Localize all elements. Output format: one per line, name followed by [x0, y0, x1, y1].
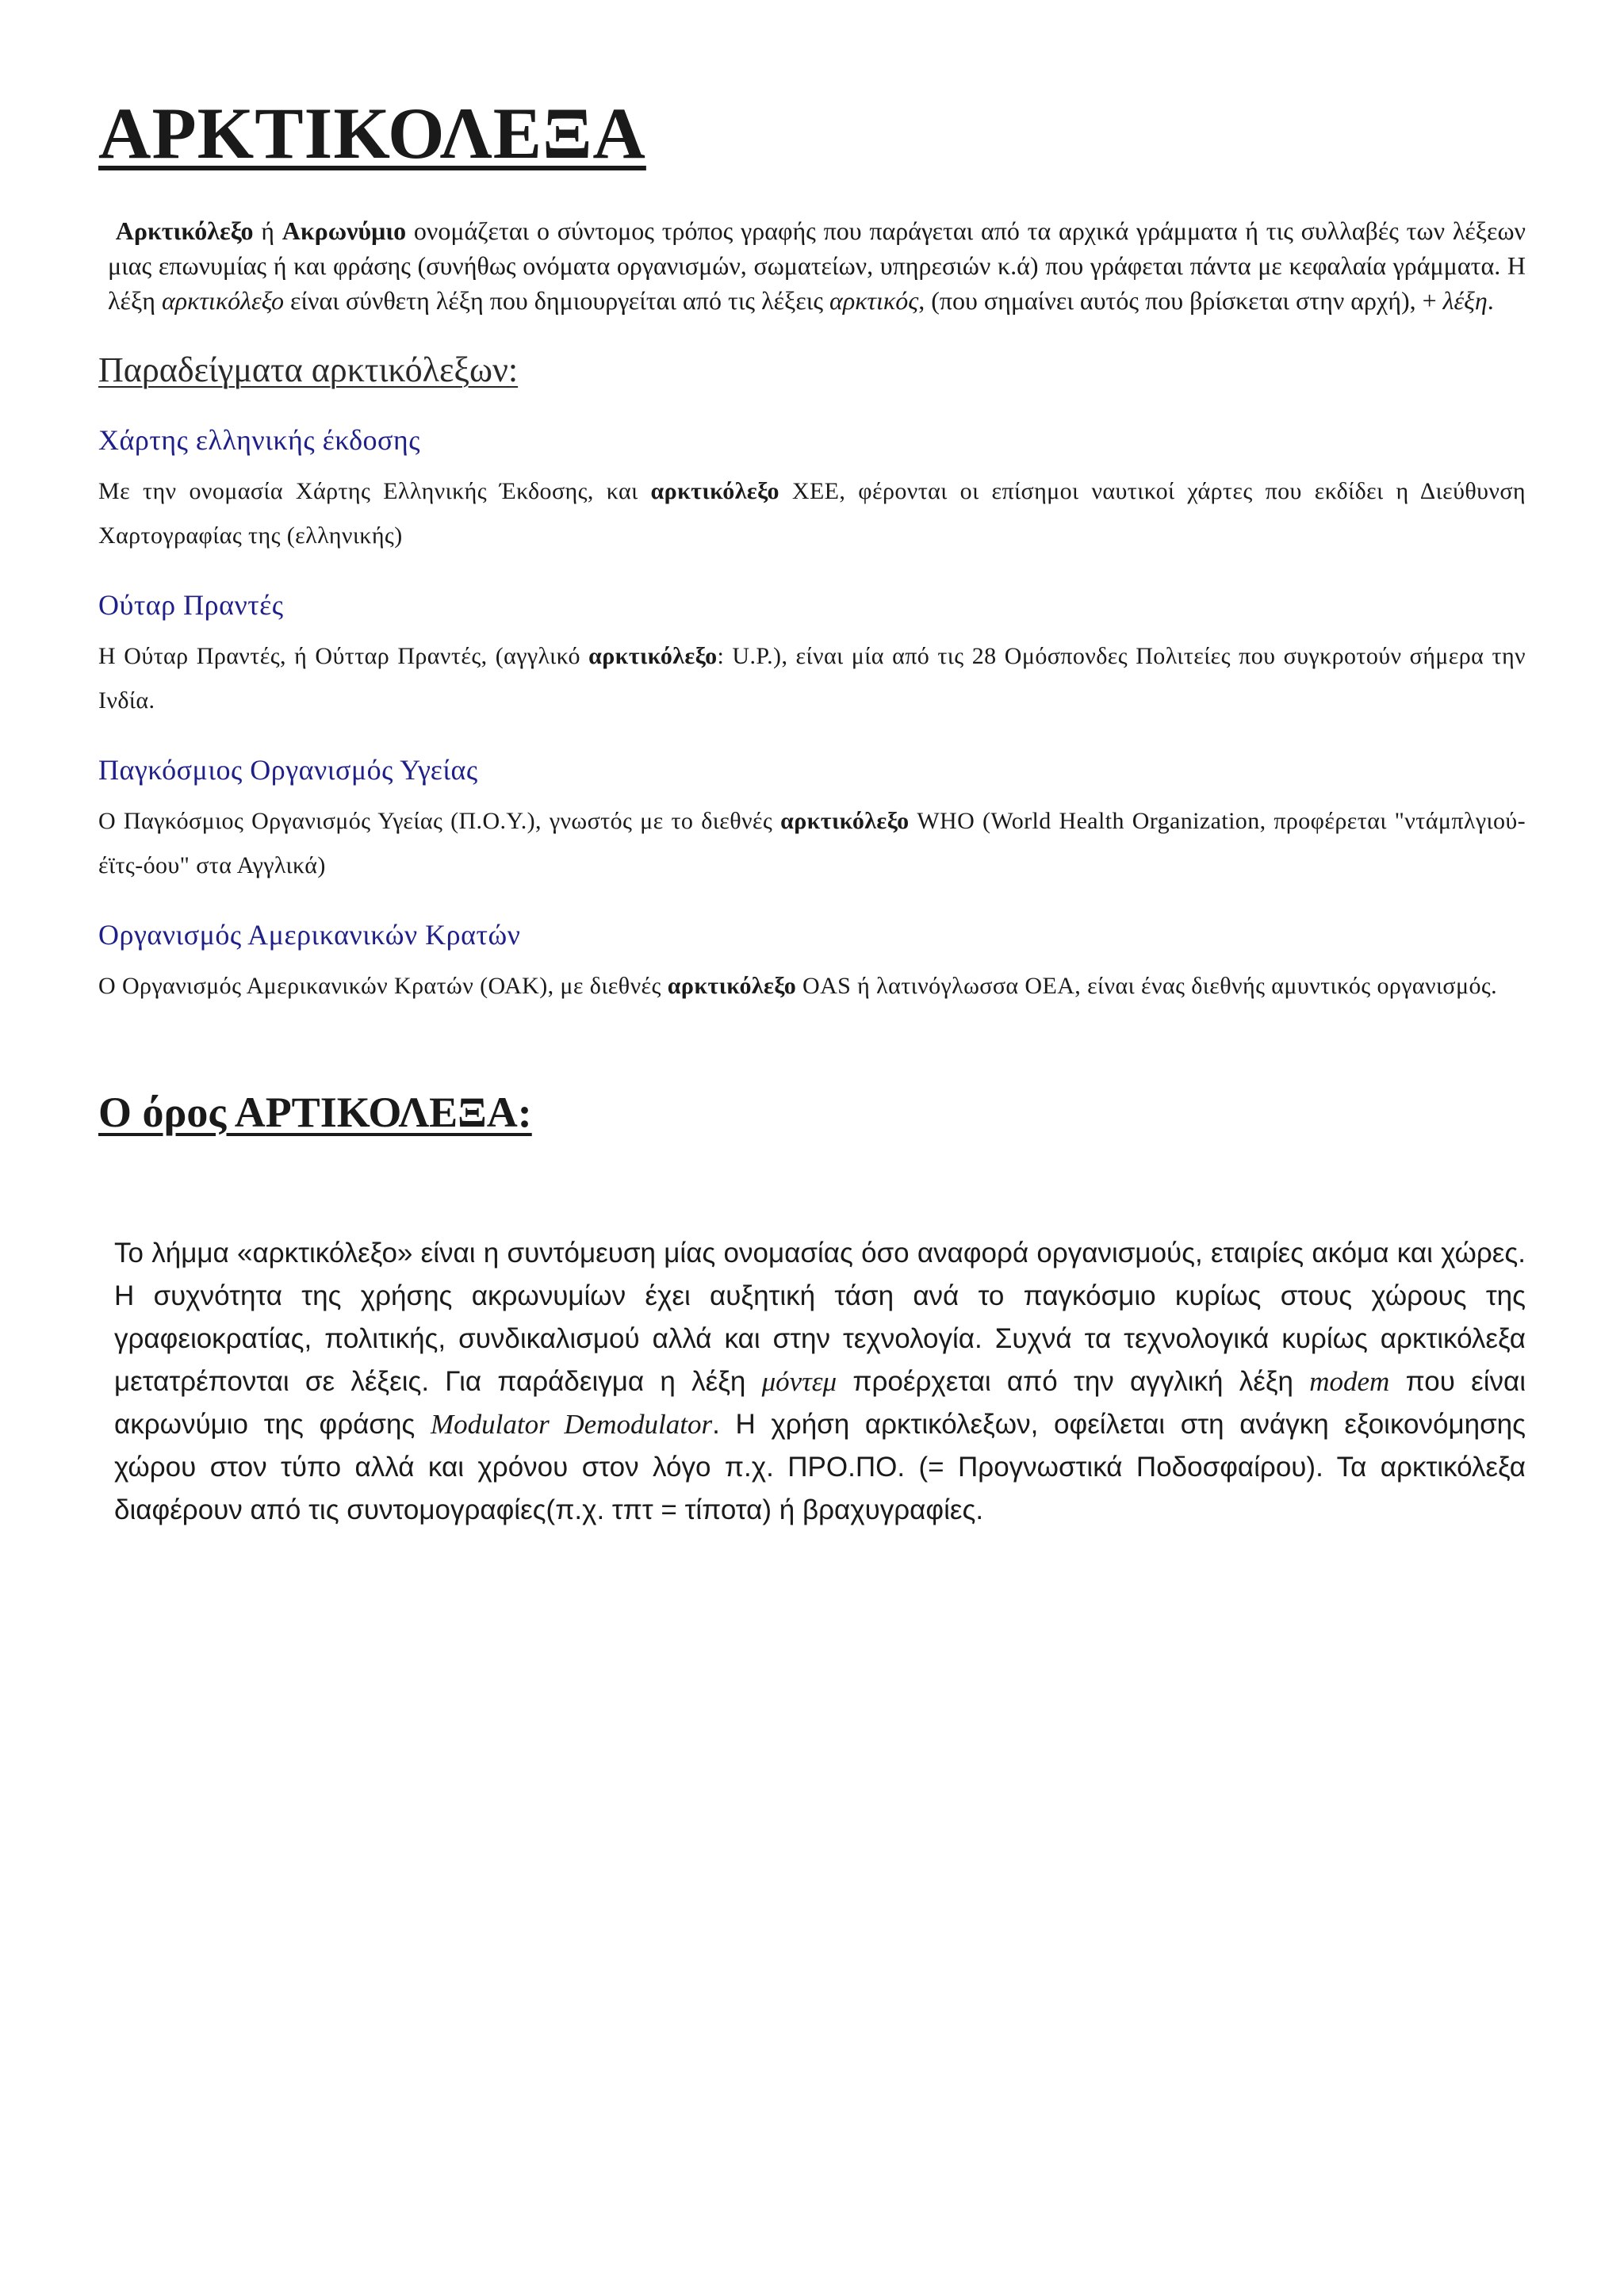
intro-bold-term-2: Ακρωνύμιο	[282, 216, 407, 245]
page-title: ΑΡΚΤΙΚΟΛΕΞΑ	[98, 93, 646, 174]
section-italic-3: Modulator Demodulator	[430, 1408, 713, 1440]
example-title: Χάρτης ελληνικής έκδοσης	[98, 423, 421, 456]
example-item	[98, 588, 1526, 723]
intro-text-4: , (που σημαίνει αυτός που βρίσκεται στην αρχή), +	[918, 285, 1443, 315]
section-text-2: προέρχεται από την αγγλική λέξη	[837, 1365, 1310, 1397]
example-title: Ούταρ Πραντές	[98, 588, 284, 621]
example-text-pre: Ο Παγκόσμιος Οργανισμός Υγείας (Π.Ο.Υ.), γνωστός με το διεθνές	[98, 807, 781, 834]
intro-italic-3: λέξη	[1442, 285, 1488, 315]
example-text-pre: Ο Οργανισμός Αμερικανικών Κρατών (ΟΑΚ), με διεθνές	[98, 972, 668, 999]
section-italic-1: μόντεμ	[761, 1365, 837, 1397]
example-item	[98, 753, 1526, 888]
intro-bold-term-1: Αρκτικόλεξο	[115, 216, 254, 245]
example-text-post: WHO (World Health Organization, προφέρεται "ντάμπλγιού-έϊτς-όου" στα Αγγλικά)	[98, 807, 1526, 878]
section-text-1: Το λήμμα «αρκτικόλεξο» είναι η συντόμευση μίας ονομασίας όσο αναφορά οργανισμούς, εταιρίες ακόμα και χώρες. Η συχνότητα της χρήσης ακρωνυμίων έχει αυξητική τάση ανά το παγκόσμιο κυρίως στους χώρους της γραφειοκρατίας, πολιτικής, συνδικαλισμού αλλά και στην τεχνολογία. Συχνά τα τεχνολογικά κυρίως αρκτικόλεξα μετατρέπονται σε λέξεις. Για παράδειγμα η λέξη	[114, 1237, 1526, 1397]
section-heading: Ο όρος ΑΡΤΙΚΟΛΕΞΑ:	[98, 1088, 532, 1136]
example-body	[98, 964, 1526, 1008]
example-text-pre: Με την ονομασία Χάρτης Ελληνικής Έκδοσης, και	[98, 477, 651, 504]
intro-text-3: είναι σύνθετη λέξη που δημιουργείται από τις λέξεις	[284, 285, 830, 315]
example-text-post: ΧΕΕ, φέρονται οι επίσημοι ναυτικοί χάρτες που εκδίδει η Διεύθυνση Χαρτογραφίας της (ελληνικής)	[98, 477, 1526, 549]
example-text-pre: Η Ούταρ Πραντές, ή Ούτταρ Πραντές, (αγγλικό	[98, 642, 589, 669]
example-bold-term: αρκτικόλεξο	[588, 642, 718, 669]
example-text-post: OAS ή λατινόγλωσσα OEA, είναι ένας διεθνής αμυντικός οργανισμός.	[796, 972, 1498, 999]
example-bold-term: αρκτικόλεξο	[650, 477, 779, 504]
section-text-3: που είναι ακρωνύμιο της φράσης	[114, 1365, 1526, 1440]
intro-paragraph	[98, 213, 1526, 318]
section-italic-2: modem	[1309, 1365, 1390, 1397]
example-body	[98, 799, 1526, 888]
example-body	[98, 634, 1526, 723]
intro-text-5: .	[1487, 285, 1494, 315]
example-bold-term: αρκτικόλεξο	[667, 972, 797, 999]
intro-italic-2: αρκτικός	[829, 285, 919, 315]
example-title: Παγκόσμιος Οργανισμός Υγείας	[98, 753, 478, 786]
example-text-post: : U.P.), είναι μία από τις 28 Ομόσπονδες Πολιτείες που συγκροτούν σήμερα την Ινδία.	[98, 642, 1526, 714]
example-title: Οργανισμός Αμερικανικών Κρατών	[98, 918, 521, 951]
section-text-4: . Η χρήση αρκτικόλεξων, οφείλεται στη ανάγκη εξοικονόμησης χώρου στον τύπο αλλά και χρόνου στον λόγο π.χ. ΠΡΟ.ΠΟ. (= Προγνωστικά Ποδοσφαίρου). Τα αρκτικόλεξα διαφέρουν από τις συντομογραφίες(π.χ. τπτ = τίποτα) ή βραχυγραφίες.	[114, 1408, 1526, 1525]
example-bold-term: αρκτικόλεξο	[780, 807, 910, 834]
example-item	[98, 423, 1526, 558]
intro-italic-1: αρκτικόλεξο	[161, 285, 284, 315]
example-body	[98, 469, 1526, 558]
examples-heading: Παραδείγματα αρκτικόλεξων:	[98, 350, 519, 389]
section-paragraph	[98, 1232, 1526, 1532]
intro-text-2: ονομάζεται ο σύντομος τρόπος γραφής που παράγεται από τα αρχικά γράμματα ή τις συλλαβές των λέξεων μιας επωνυμίας ή και φράσης (συνήθως ονόματα οργανισμών, σωματείων, υπηρεσιών κ.ά) που γράφεται πάντα με κεφαλαία γράμματα. Η λέξη	[108, 216, 1526, 315]
example-item	[98, 918, 1526, 1008]
intro-text-1: ή	[253, 216, 282, 245]
